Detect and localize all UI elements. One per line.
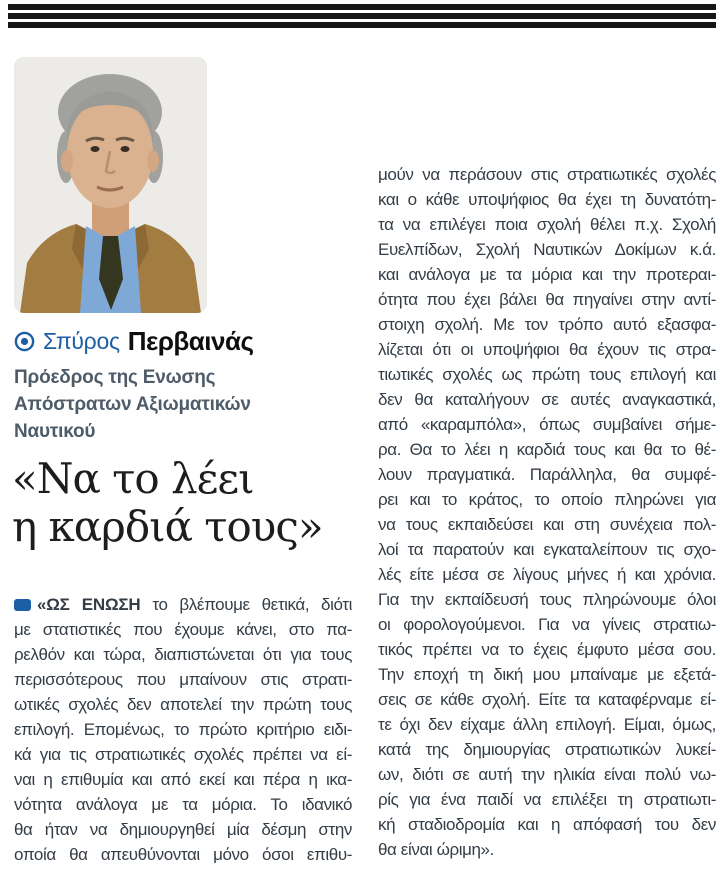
masthead-rule <box>8 4 716 10</box>
body-text-line: με στατιστικές που έχουμε κάνει, στο πα- <box>14 620 352 639</box>
body-text-line: δεν θα καταλήγουν σε αυτές αναγκαστικά, <box>378 390 716 409</box>
body-text-line: Την εποχή τη δική μου μπαίναμε με εξετά- <box>378 665 716 684</box>
bullseye-icon <box>14 331 35 352</box>
portrait-photo-illustration <box>14 57 207 313</box>
byline-role-line: Απόστρατων Αξιωματικών <box>14 394 251 415</box>
paragraph-bullet-icon <box>14 599 31 611</box>
body-text-line: οποία θα απευθύνονται μόνο όσοι επιθυ- <box>14 845 352 864</box>
body-text-line: τικός πρέπει να το έχεις έμφυτο μέσα σου. <box>378 640 716 659</box>
body-text-line: κά για τις στρατιωτικές σχολές πρέπει να εί- <box>14 745 352 764</box>
masthead-rule <box>8 13 716 19</box>
body-text-line: και ο κάθε υποψήφιος θα έχει τη δυνατότη- <box>378 190 716 209</box>
byline-role <box>14 364 354 445</box>
body-text-line: Για την εκπαίδευσή τους πληρώνουμε όλοι <box>378 590 716 609</box>
lead-line <box>14 592 352 617</box>
byline-role-line: Πρόεδρος της Ενωσης <box>14 367 216 388</box>
body-text-line: τα να επιλέγει ποια σχολή θέλει π.χ. Σχολή <box>378 215 716 234</box>
body-text-line: ωτικές σχολές δεν αποτελεί την πρώτη τους <box>14 695 352 714</box>
masthead-rule <box>8 22 716 28</box>
body-text-line: λοί τα παρατούν και εγκαταλείπουν τις σχο- <box>378 540 716 559</box>
byline-name-row <box>14 326 354 357</box>
body-text-line: λουν πραγματικά. Παράλληλα, θα συμφέ- <box>378 465 716 484</box>
body-text-line: μούν να περάσουν στις στρατιωτικές σχολές <box>378 165 716 184</box>
body-text-line: λίζεται ότι οι υποψήφιοι θα έχουν τις στρα- <box>378 340 716 359</box>
body-text-line: κατά της δημιουργίας στρατιωτικών λυκεί- <box>378 740 716 759</box>
body-text-line: Ευελπίδων, Σχολή Ναυτικών Δοκίμων κ.ά. <box>378 240 716 259</box>
body-text-line: επιλογή. Επομένως, το πρώτο κριτήριο ειδι- <box>14 720 352 739</box>
portrait-photo <box>14 57 207 313</box>
body-text-line: ρελθόν και τώρα, διαπιστώνεται ότι για τους <box>14 645 352 664</box>
body-text-line: οι φορολογούμενοι. Για να γίνεις στρατιω- <box>378 615 716 634</box>
body-text-line: από «καραμπόλα», όπως συμβαίνει σήμε- <box>378 415 716 434</box>
byline-first-name: Σπύρος <box>43 328 120 354</box>
lead-bold-text: «ΩΣ ΕΝΩΣΗ <box>37 595 141 614</box>
body-text-line: τιωτικές σχολές ως πρώτη τους επιλογή και <box>378 365 716 384</box>
body-text-line: κή σταδιοδρομία και η απόφασή του δεν <box>378 815 716 834</box>
body-text-line: ων, διότι σε αυτή την ηλικία είναι πολύ νω- <box>378 765 716 784</box>
body-text-line: νότητα ανάλογα με τα μόρια. Το ιδανικό <box>14 795 352 814</box>
byline-last-name: Περβαινάς <box>127 326 254 356</box>
body-column-right <box>378 162 716 862</box>
body-text-line: ρίς για ένα παιδί να επιλέξει τη στρατιωτι- <box>378 790 716 809</box>
lead-rest-text: το βλέπουμε θετικά, διότι <box>140 595 352 614</box>
byline <box>14 326 354 445</box>
article-headline <box>12 455 362 551</box>
body-text-line: ναι η επιθυμία και από εκεί και πέρα η ικα- <box>14 770 352 789</box>
body-text-line: ρα. Θα το λέει η καρδιά τους και θα το θέ- <box>378 440 716 459</box>
headline-line: «Να το λέει <box>12 454 254 503</box>
body-text-line: να τους εκπαιδεύσει και στη συνέχεια πολ- <box>378 515 716 534</box>
body-text-line: λές είτε μέσα σε λίγους μήνες ή και χρόνια. <box>378 565 716 584</box>
body-text-line: και ανάλογα με τα μόρια και την προτεραι- <box>378 265 716 284</box>
body-text-line: σεις σε κάθε σχολή. Είτε τα καταφέρναμε εί- <box>378 690 716 709</box>
body-text-line: θα είναι ώριμη». <box>378 840 494 859</box>
body-text-line: θα ήταν να δημιουργηθεί μία δέσμη στην <box>14 820 352 839</box>
headline-line: η καρδιά τους» <box>12 502 323 551</box>
body-text-line: περισσότερους που μπαίνουν στις στρατι- <box>14 670 352 689</box>
masthead-rules <box>8 4 716 31</box>
body-text-line: τε όχι δεν είχαμε άλλη επιλογή. Είμαι, όμως, <box>378 715 716 734</box>
body-text-line: ότητα που έχει βάλει θα πηγαίνει στην αντί- <box>378 290 716 309</box>
body-column-left <box>14 592 352 867</box>
byline-role-line: Ναυτικού <box>14 421 96 442</box>
body-text-line: στοιχη σχολή. Με τον τρόπο αυτό εξασφα- <box>378 315 716 334</box>
body-text-line: ρει και το κράτος, το οποίο πληρώνει για <box>378 490 716 509</box>
